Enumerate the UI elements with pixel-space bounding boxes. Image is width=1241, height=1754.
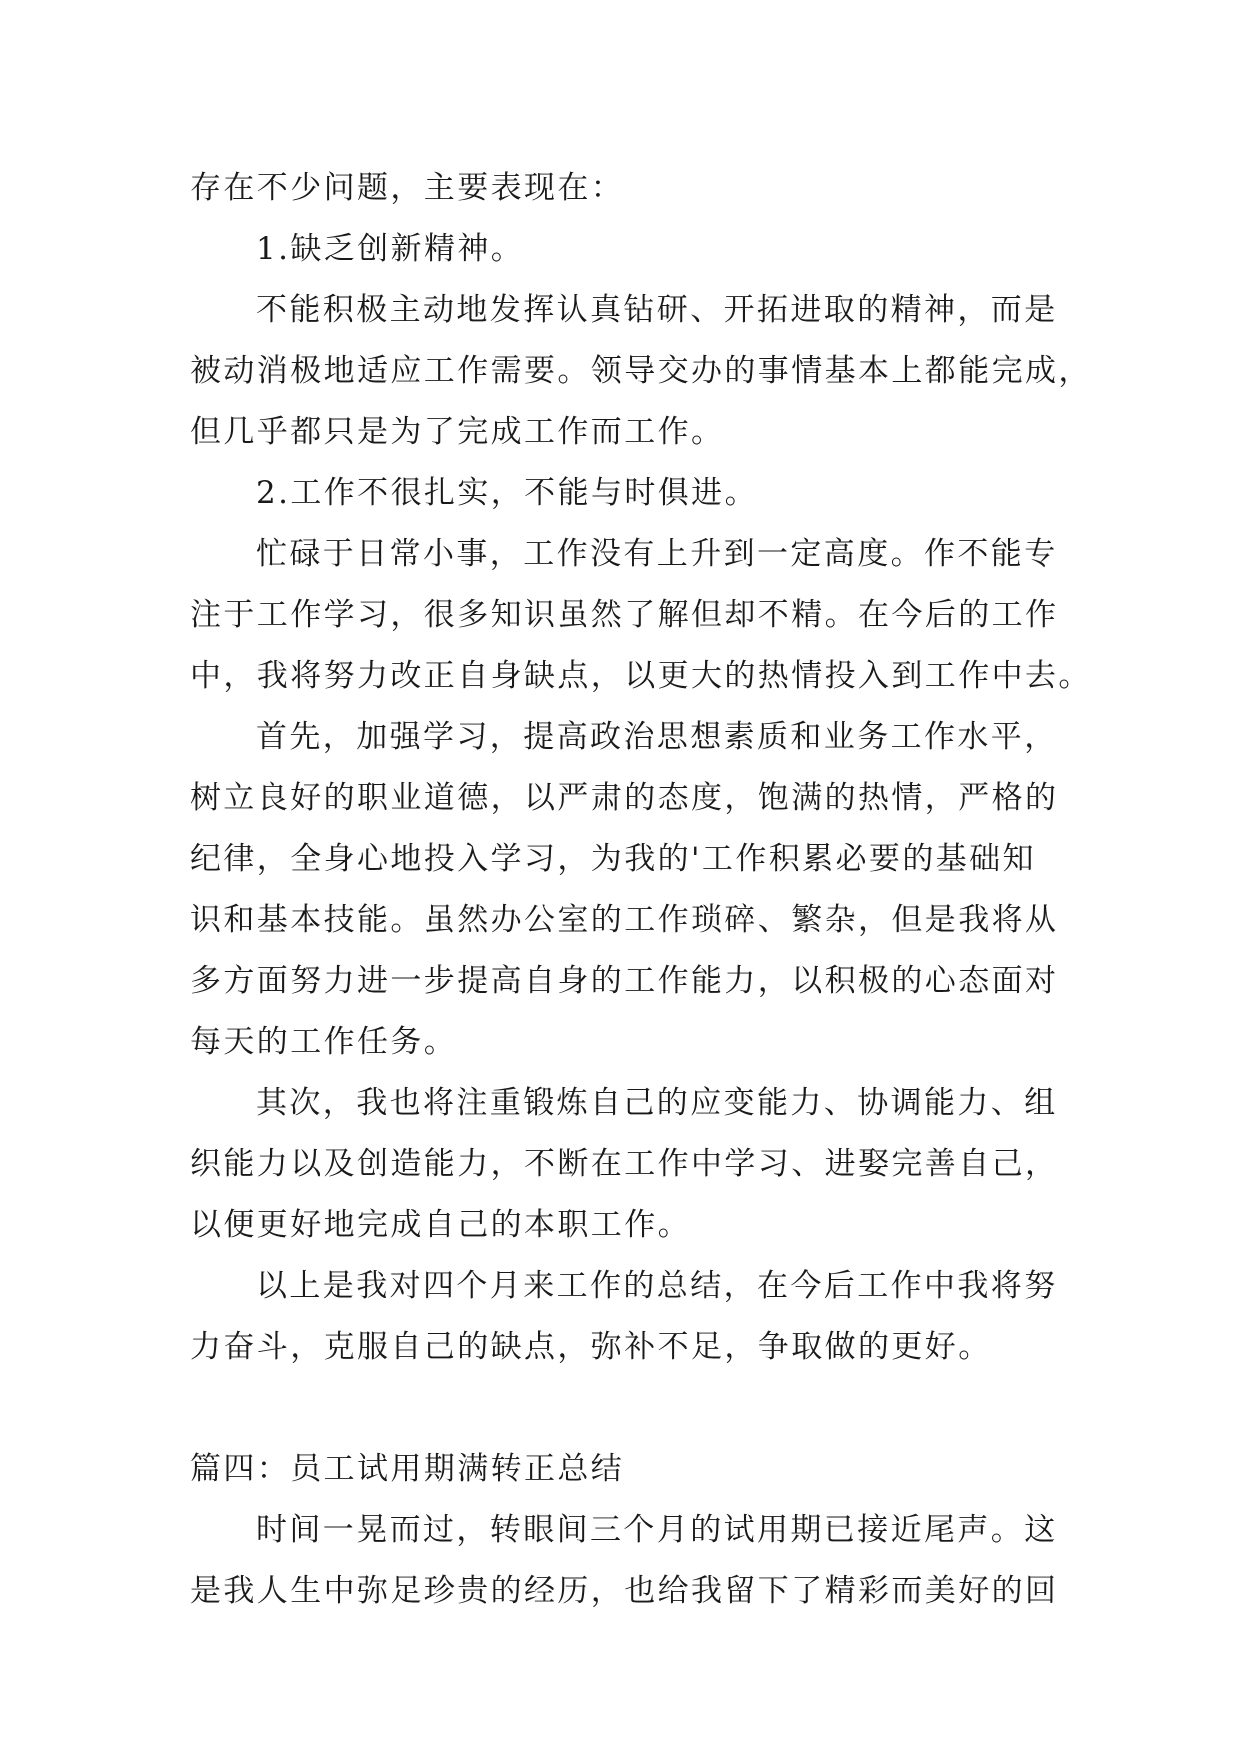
paragraph-line: 不能积极主动地发挥认真钻研、开拓进取的精神，而是 [256,292,1058,328]
list-item-heading: 2.工作不很扎实，不能与时俱进。 [256,475,758,511]
paragraph-line: 力奋斗，克服自己的缺点，弥补不足，争取做的更好。 [190,1329,992,1365]
paragraph-line: 首先，加强学习，提高政治思想素质和业务工作水平， [256,719,1058,755]
paragraph-line: 但几乎都只是为了完成工作而工作。 [190,414,725,450]
section-gap [190,1378,1070,1439]
document-body [190,158,1092,1622]
paragraph-line: 存在不少问题，主要表现在： [190,170,625,206]
paragraph-line: 时间一晃而过，转眼间三个月的试用期已接近尾声。这 [256,1512,1058,1548]
paragraph-line: 中，我将努力改正自身缺点，以更大的热情投入到工作中去。 [190,658,1092,694]
paragraph-line: 树立良好的职业道德，以严肃的态度，饱满的热情，严格的 [190,780,1059,816]
paragraph-line: 织能力以及创造能力，不断在工作中学习、进娶完善自己， [190,1146,1059,1182]
section-title: 篇四：员工试用期满转正总结 [190,1451,625,1487]
paragraph-line: 识和基本技能。虽然办公室的工作琐碎、繁杂，但是我将从 [190,902,1059,938]
paragraph-line: 以上是我对四个月来工作的总结，在今后工作中我将努 [256,1268,1058,1304]
list-item-heading: 1.缺乏创新精神。 [256,231,525,267]
paragraph-line: 忙碌于日常小事，工作没有上升到一定高度。作不能专 [256,536,1058,572]
paragraph-line: 注于工作学习，很多知识虽然了解但却不精。在今后的工作 [190,597,1059,633]
paragraph-line: 多方面努力进一步提高自身的工作能力，以积极的心态面对 [190,963,1059,999]
paragraph-line: 其次，我也将注重锻炼自己的应变能力、协调能力、组 [256,1085,1058,1121]
paragraph-line: 是我人生中弥足珍贵的经历，也给我留下了精彩而美好的回 [190,1573,1059,1609]
paragraph-line: 以便更好地完成自己的本职工作。 [190,1207,691,1243]
paragraph-line: 纪律，全身心地投入学习，为我的'工作积累必要的基础知 [190,841,1036,877]
paragraph-line: 被动消极地适应工作需要。领导交办的事情基本上都能完成， [190,353,1092,389]
paragraph-line: 每天的工作任务。 [190,1024,458,1060]
